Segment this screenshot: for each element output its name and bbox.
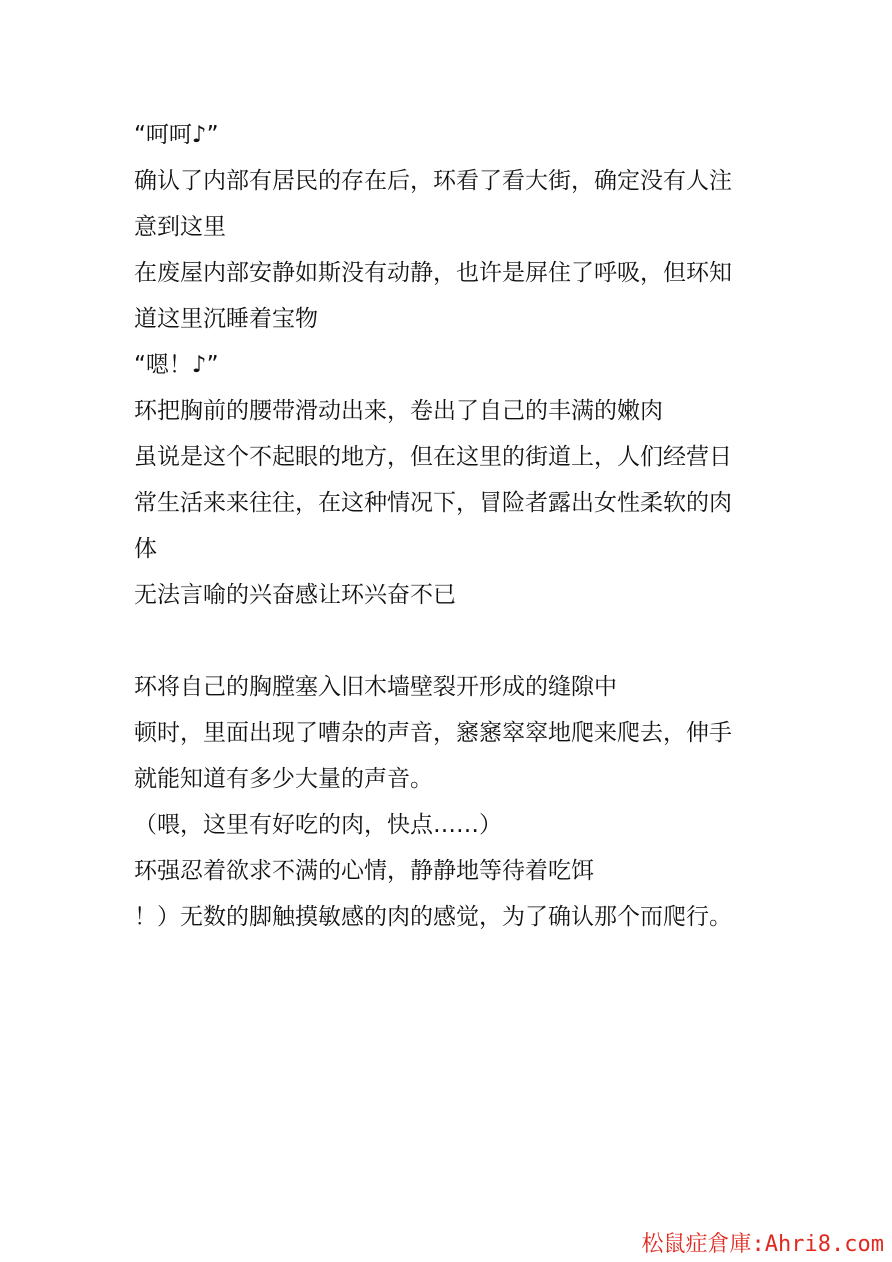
text-line: 意到这里 <box>134 214 226 240</box>
text-line: 体 <box>134 536 157 562</box>
document-body <box>134 112 774 940</box>
text-line: 就能知道有多少大量的声音。 <box>134 766 433 792</box>
text-line: “嗯！♪” <box>134 352 219 378</box>
watermark: 松鼠症倉庫:Ahri8.com <box>641 1232 884 1257</box>
text-line: 环强忍着欲求不满的心情，静静地等待着吃饵 <box>134 858 594 884</box>
text-line: “呵呵♪” <box>134 122 219 148</box>
paragraph-break <box>134 618 774 664</box>
text-line: 顿时，里面出现了嘈杂的声音，窸窸窣窣地爬来爬去，伸手 <box>134 720 732 746</box>
text-line: 确认了内部有居民的存在后，环看了看大街，确定没有人注 <box>134 168 732 194</box>
text-line: 常生活来来往往，在这种情况下，冒险者露出女性柔软的肉 <box>134 490 732 516</box>
text-line: （喂，这里有好吃的肉，快点……） <box>134 812 502 838</box>
text-line: 环把胸前的腰带滑动出来，卷出了自己的丰满的嫩肉 <box>134 398 663 424</box>
text-line: 道这里沉睡着宝物 <box>134 306 318 332</box>
text-line: 在废屋内部安静如斯没有动静，也许是屏住了呼吸，但环知 <box>134 260 732 286</box>
text-line: 无法言喻的兴奋感让环兴奋不已 <box>134 582 456 608</box>
text-line: ！）无数的脚触摸敏感的肉的感觉，为了确认那个而爬行。 <box>134 904 732 930</box>
text-line: 环将自己的胸膛塞入旧木墙壁裂开形成的缝隙中 <box>134 674 617 700</box>
text-line: 虽说是这个不起眼的地方，但在这里的街道上，人们经营日 <box>134 444 732 470</box>
